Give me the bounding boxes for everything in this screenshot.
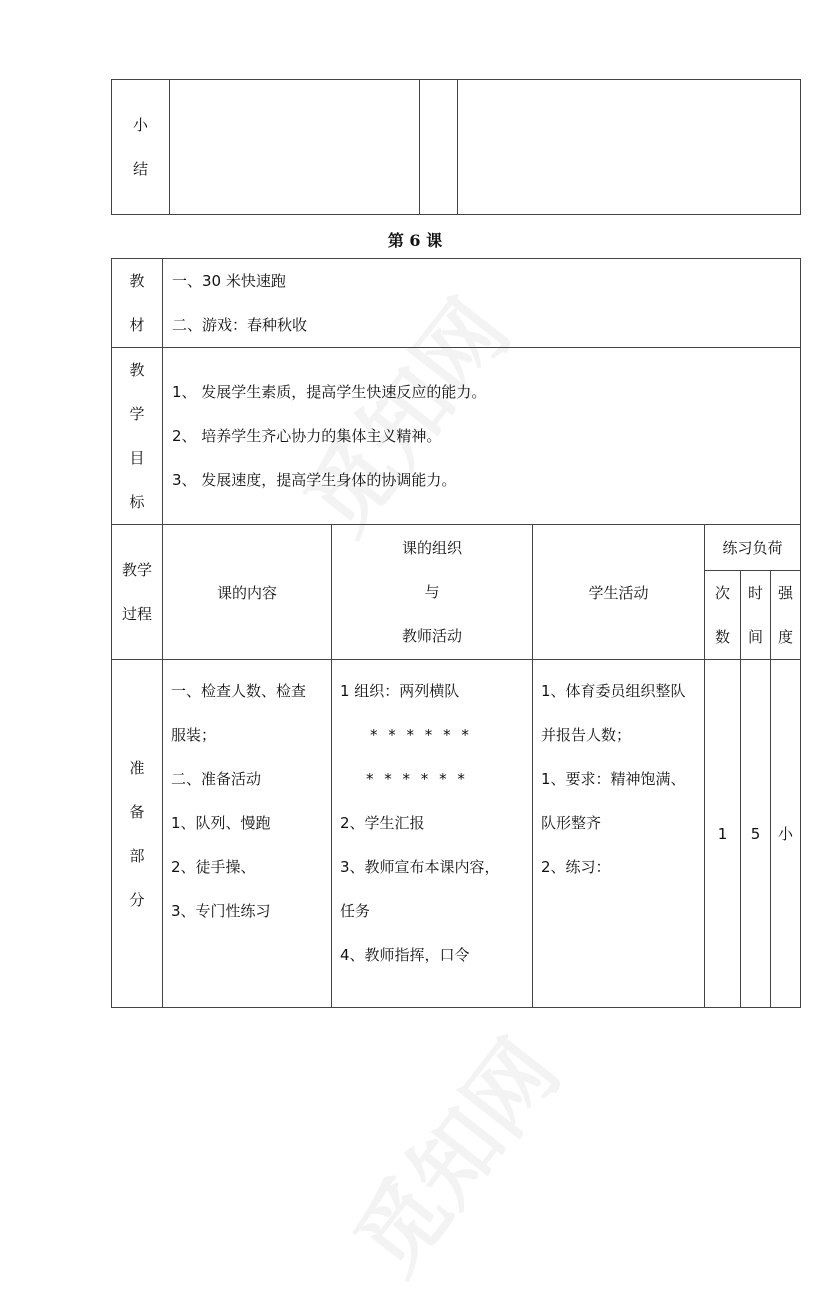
prep-organization-line: 3、教师宣布本课内容， xyxy=(340,858,500,876)
content-header: 课的内容 xyxy=(163,525,332,660)
prep-student-line: 1、体育委员组织整队 xyxy=(541,682,686,700)
summary-label xyxy=(112,80,170,215)
objectives-label-char: 教 xyxy=(129,361,145,379)
materials-label xyxy=(112,259,163,348)
duration-header-char: 间 xyxy=(747,628,763,646)
materials-label-char: 教 xyxy=(129,272,145,290)
summary-cell xyxy=(458,80,801,215)
prep-student-activity xyxy=(533,660,705,1008)
load-header: 练习负荷 xyxy=(705,525,801,571)
times-header-char: 数 xyxy=(714,628,730,646)
prep-content-line: 1、队列、慢跑 xyxy=(171,814,271,832)
prep-label-char: 分 xyxy=(129,890,145,909)
prep-label-char: 准 xyxy=(129,758,145,777)
prep-student-line: 并报告人数； xyxy=(541,726,632,744)
organization-header-line: 与 xyxy=(424,583,440,601)
prep-content-line: 2、徒手操、 xyxy=(171,858,256,876)
watermark xyxy=(321,1010,583,1296)
process-header xyxy=(112,525,163,660)
prep-label-char: 备 xyxy=(129,802,145,821)
prep-label-char: 部 xyxy=(129,846,145,865)
prep-organization xyxy=(332,660,533,1008)
prep-content-line: 一、检查人数、检查 xyxy=(171,682,307,700)
lesson-title: 第 6 课 xyxy=(387,231,443,250)
organization-header-line: 教师活动 xyxy=(401,627,462,645)
lesson-table xyxy=(111,258,801,1008)
objective-item: 3、 发展速度，提高学生身体的协调能力。 xyxy=(172,471,457,489)
objective-item: 2、 培养学生齐心协力的集体主义精神。 xyxy=(172,427,442,445)
summary-cell xyxy=(170,80,420,215)
prep-duration: 5 xyxy=(741,660,771,1008)
prep-student-line: 2、练习： xyxy=(541,858,611,876)
formation-row: * * * * * * xyxy=(370,726,472,744)
prep-content-line: 服装； xyxy=(171,726,217,744)
intensity-header-char: 度 xyxy=(778,628,794,646)
prep-label xyxy=(112,660,163,1008)
materials-content xyxy=(163,259,801,348)
summary-label-char: 小 xyxy=(132,116,148,134)
prep-content xyxy=(163,660,332,1008)
duration-header-char: 时 xyxy=(747,584,763,602)
objectives-label-char: 标 xyxy=(129,493,145,511)
formation-row: * * * * * * xyxy=(366,770,468,788)
objective-item: 1、 发展学生素质，提高学生快速反应的能力。 xyxy=(172,383,487,401)
prep-organization-line: 2、学生汇报 xyxy=(340,814,425,832)
duration-header xyxy=(741,571,771,660)
prep-student-line: 1、要求：精神饱满、 xyxy=(541,770,686,788)
summary-table xyxy=(111,79,801,215)
objectives-content xyxy=(163,348,801,525)
prep-organization-line: 4、教师指挥，口令 xyxy=(340,946,470,964)
materials-item: 二、游戏：春种秋收 xyxy=(172,316,308,334)
process-header-line: 教学 xyxy=(121,561,152,579)
prep-content-line: 3、专门性练习 xyxy=(171,902,271,920)
times-header-char: 次 xyxy=(714,584,730,602)
objectives-label-char: 目 xyxy=(129,449,145,467)
organization-header xyxy=(332,525,533,660)
organization-header-line: 课的组织 xyxy=(401,539,462,557)
prep-content-line: 二、准备活动 xyxy=(171,770,262,788)
prep-intensity: 小 xyxy=(771,660,801,1008)
process-header-line: 过程 xyxy=(121,605,152,623)
intensity-header-char: 强 xyxy=(778,584,794,602)
summary-label-char: 结 xyxy=(132,160,148,178)
prep-organization-line: 任务 xyxy=(340,902,371,920)
student-activity-header: 学生活动 xyxy=(533,525,705,660)
summary-cell xyxy=(420,80,458,215)
materials-item: 一、30 米快速跑 xyxy=(172,272,286,290)
materials-label-char: 材 xyxy=(129,316,145,334)
objectives-label-char: 学 xyxy=(129,405,145,423)
objectives-label xyxy=(112,348,163,525)
prep-organization-line: 1 组织：两列横队 xyxy=(340,682,460,700)
prep-student-line: 队形整齐 xyxy=(541,814,602,832)
intensity-header xyxy=(771,571,801,660)
times-header xyxy=(705,571,741,660)
prep-times: 1 xyxy=(705,660,741,1008)
